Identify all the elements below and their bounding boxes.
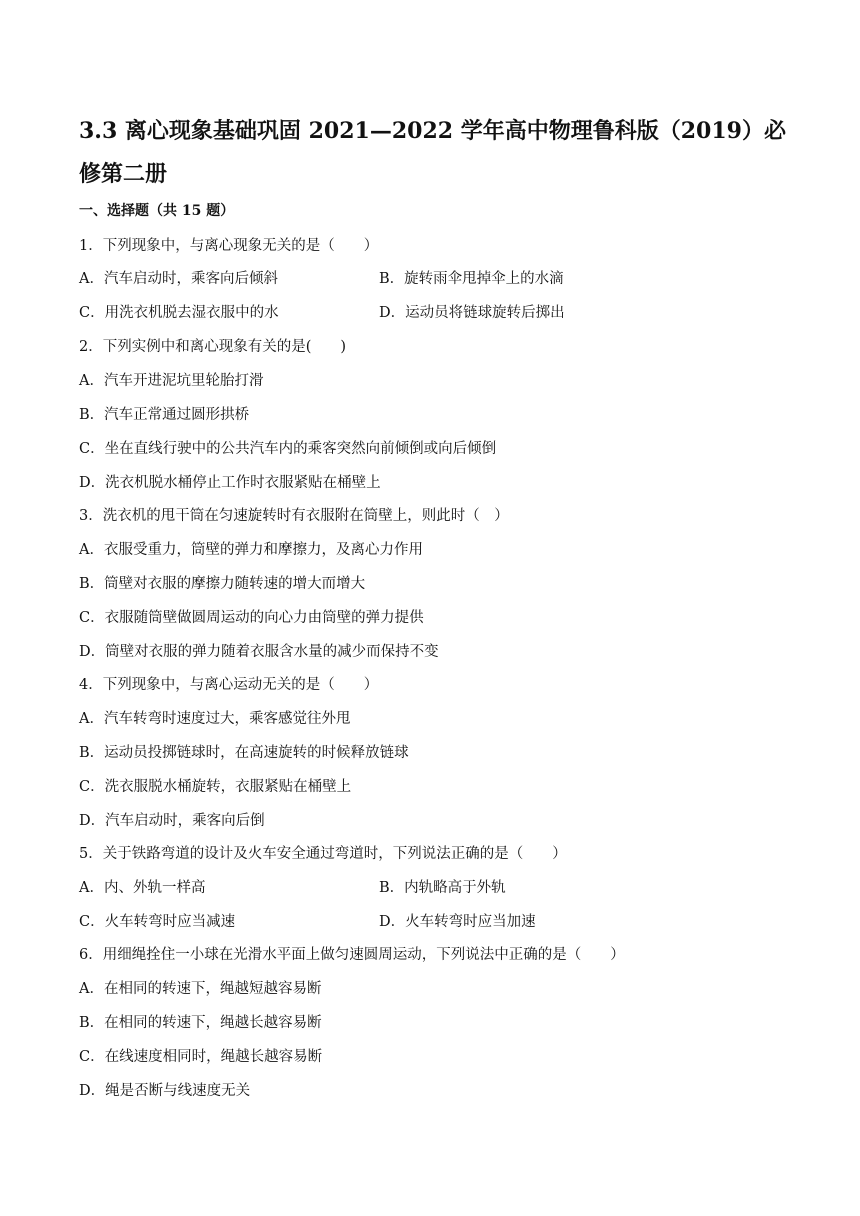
question-1-options-row-2	[79, 302, 779, 324]
section-heading: 一、选择题（共 15 题）	[79, 203, 235, 219]
question-2-option-d: D．洗衣机脱水桶停止工作时衣服紧贴在桶壁上	[79, 475, 381, 491]
question-1-option-a: A．汽车启动时，乘客向后倾斜	[79, 271, 278, 287]
question-4-option-b: B．运动员投掷链球时，在高速旋转的时候释放链球	[79, 745, 409, 761]
question-2-option-c: C．坐在直线行驶中的公共汽车内的乘客突然向前倾倒或向后倾倒	[79, 441, 497, 457]
question-1-stem: 1．下列现象中，与离心现象无关的是（ ）	[79, 238, 379, 254]
question-3-option-a: A．衣服受重力，筒壁的弹力和摩擦力，及离心力作用	[79, 542, 423, 558]
question-3-stem: 3．洗衣机的甩干筒在匀速旋转时有衣服附在筒壁上，则此时（ ）	[79, 508, 509, 524]
question-5-option-b: B．内轨略高于外轨	[379, 880, 506, 896]
question-3-option-c: C．衣服随筒壁做圆周运动的向心力由筒壁的弹力提供	[79, 610, 424, 626]
question-4-option-c: C．洗衣服脱水桶旋转，衣服紧贴在桶壁上	[79, 779, 352, 795]
question-1-option-b: B．旋转雨伞甩掉伞上的水滴	[379, 271, 564, 287]
question-4-stem: 4．下列现象中，与离心运动无关的是（ ）	[79, 677, 379, 693]
question-4-option-a: A．汽车转弯时速度过大，乘客感觉往外甩	[79, 711, 351, 727]
question-5-options-row-1	[79, 877, 779, 899]
question-1-option-d: D．运动员将链球旋转后掷出	[379, 305, 565, 321]
question-2-stem: 2．下列实例中和离心现象有关的是( )	[79, 339, 347, 355]
question-3-option-d: D．筒壁对衣服的弹力随着衣服含水量的减少而保持不变	[79, 644, 439, 660]
question-6-option-b: B．在相同的转速下，绳越长越容易断	[79, 1015, 322, 1031]
question-6-option-a: A．在相同的转速下，绳越短越容易断	[79, 981, 322, 997]
question-6-option-d: D．绳是否断与线速度无关	[79, 1083, 251, 1099]
question-1-options-row-1	[79, 268, 779, 290]
question-1-option-c: C．用洗衣机脱去湿衣服中的水	[79, 305, 279, 321]
question-5-options-row-2	[79, 911, 779, 933]
document-title: 3.3 离心现象基础巩固 2021—2022 学年高中物理鲁科版（2019）必修第二册	[79, 118, 786, 187]
question-3-option-b: B．筒壁对衣服的摩擦力随转速的增大而增大	[79, 576, 366, 592]
question-2-option-a: A．汽车开进泥坑里轮胎打滑	[79, 373, 264, 389]
question-4-option-d: D．汽车启动时，乘客向后倒	[79, 813, 265, 829]
question-6-option-c: C．在线速度相同时，绳越长越容易断	[79, 1049, 323, 1065]
question-2-option-b: B．汽车正常通过圆形拱桥	[79, 407, 250, 423]
question-5-stem: 5．关于铁路弯道的设计及火车安全通过弯道时，下列说法正确的是（ ）	[79, 846, 567, 862]
question-5-option-c: C．火车转弯时应当减速	[79, 914, 236, 930]
question-6-stem: 6．用细绳拴住一小球在光滑水平面上做匀速圆周运动，下列说法中正确的是（ ）	[79, 947, 625, 963]
question-5-option-a: A．内、外轨一样高	[79, 880, 206, 896]
question-5-option-d: D．火车转弯时应当加速	[379, 914, 536, 930]
